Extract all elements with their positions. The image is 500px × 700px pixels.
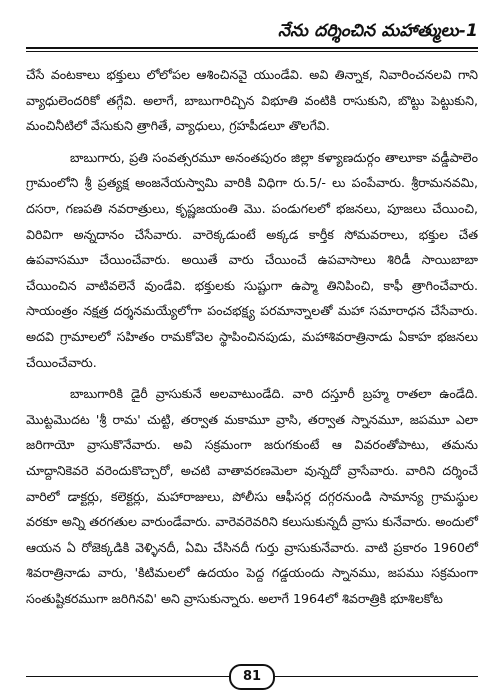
header-rule [26, 47, 478, 52]
page-footer [26, 664, 478, 690]
running-header [26, 8, 478, 48]
body-text [26, 62, 478, 611]
paragraph-3: బాబుగారికి డైరీ వ్రాసుకునే అలవాటుండేది. వారి దస్తూరీ బ్రహ్మ రాతలా ఉండేది. మొట్టమొదట 'శ్రీ రామ' చుట్టి, తర్వాత మకామూ వ్రాసి, తర్వాత స్నానమూ, జపమూ ఎలా జరిగాయో వ్రాసుకొనేవారు. అవి సక్రమంగా జరుగకుంటే ఆ వివరంతోపాటు, తమను చూద్దానికెవరె వరెందుకొచ్చారో, అచటి వాతావరణమెలా వున్నదో వ్రాసేవారు. వారిని దర్శించే వారిలో డాక్టర్లు, కలెక్టర్లు, మహారాజులు, పోలీసు ఆఫీసర్ల దగ్గరనుండి సామాన్య గ్రామస్థుల వరకూ అన్ని తరగతుల వారుండేవారు. వారెవరెవరిని కలుసుకున్నదీ వ్రాసు కునేవారు. అందులో ఆయన ఏ రోజెక్కడికి వెళ్ళినదీ, ఏమి చేసినదీ గుర్తు వ్రాసుకునేవారు. వాటి ప్రకారం 1960లో శివరాత్రినాడు వారు, 'కిటిమలలో ఉదయం పెద్ద గడ్డయందు స్నానము, జపము సక్రమంగా సంతుష్టికరముగా జరిగినవి' అని వ్రాసుకున్నారు. అలాగే 1964లో శివరాత్రికి భూశిలకోట [26, 386, 478, 606]
header-title: నేను దర్శించిన మహాత్ములు-1 [277, 21, 478, 41]
page-number: 81 [229, 664, 275, 690]
paragraph-2: బాబుగారు, ప్రతి సంవత్సరమూ అనంతపురం జిల్లా కళ్యాణదుర్గం తాలూకా వడ్డీపాలెం గ్రామంలోని శ్రీ ప్రత్యక్ష అంజనేయస్వామి వారికి విధిగా రు.5/- లు పంపేవారు. శ్రీరామనవమి, దసరా, గణపతి నవరాత్రులు, కృష్ణజయంతి మొ. పండుగలలో భజనలు, పూజలు చేయించి, విరివిగా అన్నదానం చేసేవారు. వారెక్కడుంటే అక్కడ కార్తీక సోమవరాలు, భక్తుల చేత ఉపవాసమూ చేయించేవారు. అయితే వారు చేయించే ఉపవాసాలు శిరిడీ సాయిబాబా చేయించిన వాటివలెనే వుండేవి. భక్తులకు సుష్టుగా ఉప్మా తినిపించి, కాఫీ త్రాగించేవారు. సాయంత్రం నక్షత్ర దర్శనమయ్యేలోగా పంచభక్ష్య పరమాన్నాలతో మహా సమారాధన చేసేవారు. అదవి గ్రామాలలో సహితం రామకోవెల స్థాపించినపుడు, మహాశివరాత్రినాడు ఏకాహ భజనలు చేయించేవారు. [26, 149, 478, 370]
paragraph-1: చేసే వంటకాలు భక్తులు లోలోపల ఆశించినవై యుండేవి. అవి తిన్నాక, నివారించనలవి గాని వ్యాధులెందరికో తగ్గేవి. అలాగే, బాబుగారిచ్చిన విభూతి వంటికి రాసుకుని, బొట్టు పెట్టుకుని, మంచినీటిలో వేసుకుని త్రాగితే, వ్యాధులు, గ్రహపీడలూ తొలగేవి. [26, 67, 478, 134]
